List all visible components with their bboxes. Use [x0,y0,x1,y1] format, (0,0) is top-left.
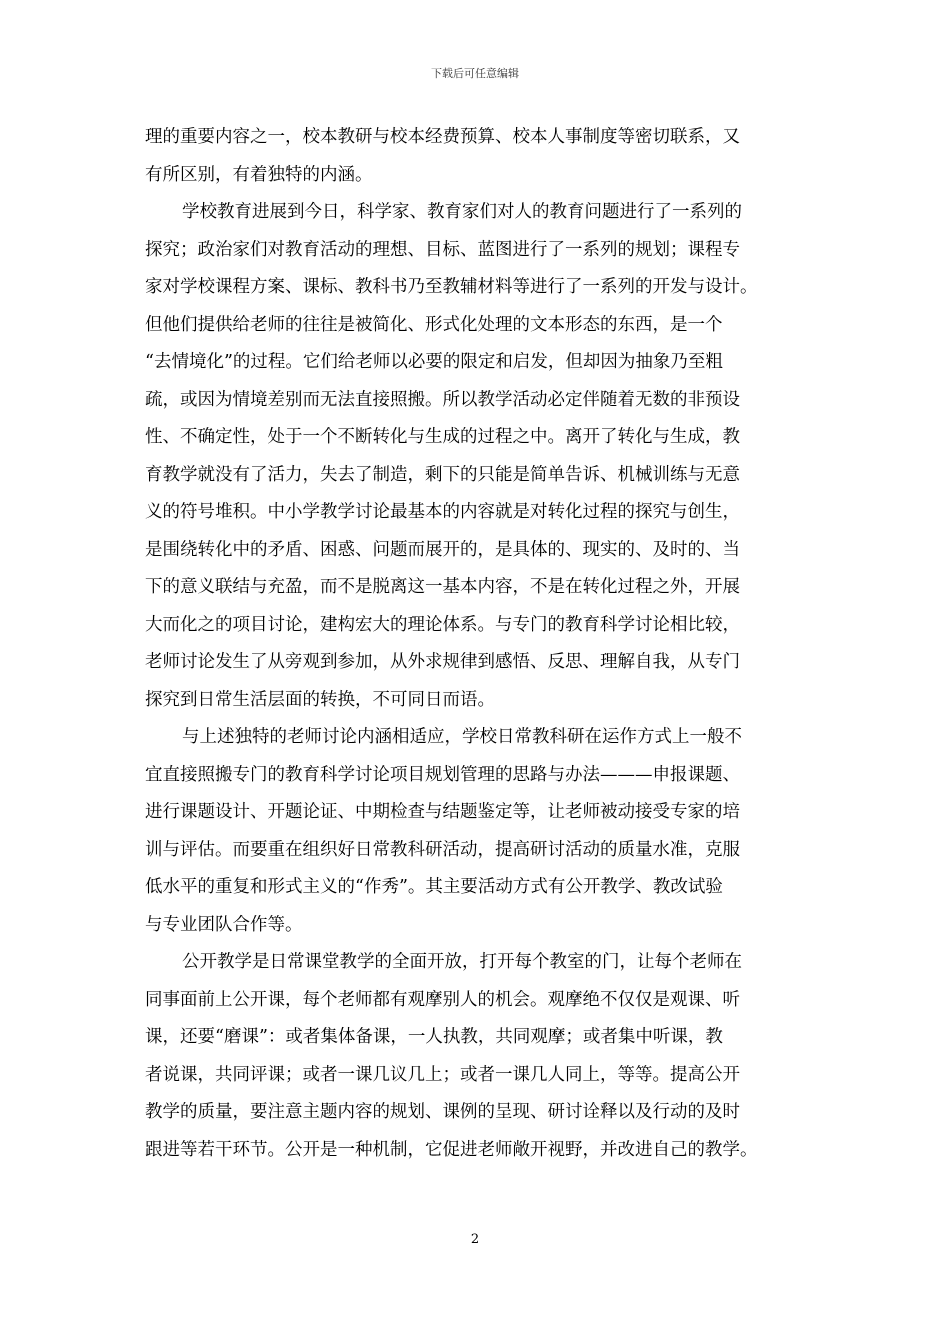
text-line: 下的意义联结与充盈，而不是脱离这一基本内容，不是在转化过程之外，开展 [145,577,740,597]
paragraph-first-line: 公开教学是日常课堂教学的全面开放，打开每个教室的门，让每个老师在 [182,952,742,972]
paragraph-first-line: 与上述独特的老师讨论内涵相适应，学校日常教科研在运作方式上一般不 [182,727,742,747]
text-line: 老师讨论发生了从旁观到参加，从外求规律到感悟、反思、理解自我，从专门 [145,652,740,672]
text-line: 课，还要“磨课”：或者集体备课，一人执教，共同观摩；或者集中听课，教 [145,1027,723,1047]
text-line: 宜直接照搬专门的教育科学讨论项目规划管理的思路与办法———申报课题、 [145,764,740,785]
text-line: 探究到日常生活层面的转换，不可同日而语。 [145,689,495,710]
page-header: 下载后可任意编辑 [431,67,519,80]
text-line: 疏，或因为情境差别而无法直接照搬。所以教学活动必定伴随着无数的非预设 [145,389,740,410]
paragraph-first-line: 学校教育进展到今日，科学家、教育家们对人的教育问题进行了一系列的 [182,202,742,222]
text-line: “去情境化”的过程。它们给老师以必要的限定和启发，但却因为抽象乃至粗 [145,352,723,372]
text-line: 低水平的重复和形式主义的“作秀”。其主要活动方式有公开教学、教改试验 [145,877,723,897]
text-line: 理的重要内容之一，校本教研与校本经费预算、校本人事制度等密切联系，又 [145,127,740,147]
text-line: 与专业团队合作等。 [145,914,303,935]
text-line: 性、不确定性，处于一个不断转化与生成的过程之中。离开了转化与生成，教 [145,427,740,447]
text-line: 训与评估。而要重在组织好日常教科研活动，提高研讨活动的质量水准，克服 [145,839,740,860]
text-line: 者说课，共同评课；或者一课几议几上；或者一课几人同上，等等。提高公开 [145,1064,740,1085]
text-line: 是围绕转化中的矛盾、困惑、问题而展开的，是具体的、现实的、及时的、当 [145,539,740,560]
document-body [145,119,820,1169]
text-line: 有所区别，有着独特的内涵。 [145,164,373,185]
text-line: 家对学校课程方案、课标、教科书乃至教辅材料等进行了一系列的开发与设计。 [145,277,758,297]
text-line: 育教学就没有了活力，失去了制造，剩下的只能是简单告诉、机械训练与无意 [145,464,740,485]
text-line: 同事面前上公开课，每个老师都有观摩别人的机会。观摩绝不仅仅是观课、听 [145,989,740,1010]
text-line: 进行课题设计、开题论证、中期检查与结题鉴定等，让老师被动接受专家的培 [145,802,740,822]
text-line: 探究；政治家们对教育活动的理想、目标、蓝图进行了一系列的规划；课程专 [145,239,740,260]
page-number: 2 [470,1232,480,1247]
text-line: 教学的质量，要注意主题内容的规划、课例的呈现、研讨诠释以及行动的及时 [145,1102,740,1122]
text-line: 跟进等若干环节。公开是一种机制，它促进老师敞开视野，并改进自己的教学。 [145,1139,758,1160]
text-line: 但他们提供给老师的往往是被简化、形式化处理的文本形态的东西，是一个 [145,314,723,335]
text-line: 义的符号堆积。中小学教学讨论最基本的内容就是对转化过程的探究与创生， [145,502,740,522]
text-line: 大而化之的项目讨论，建构宏大的理论体系。与专门的教育科学讨论相比较， [145,614,740,635]
